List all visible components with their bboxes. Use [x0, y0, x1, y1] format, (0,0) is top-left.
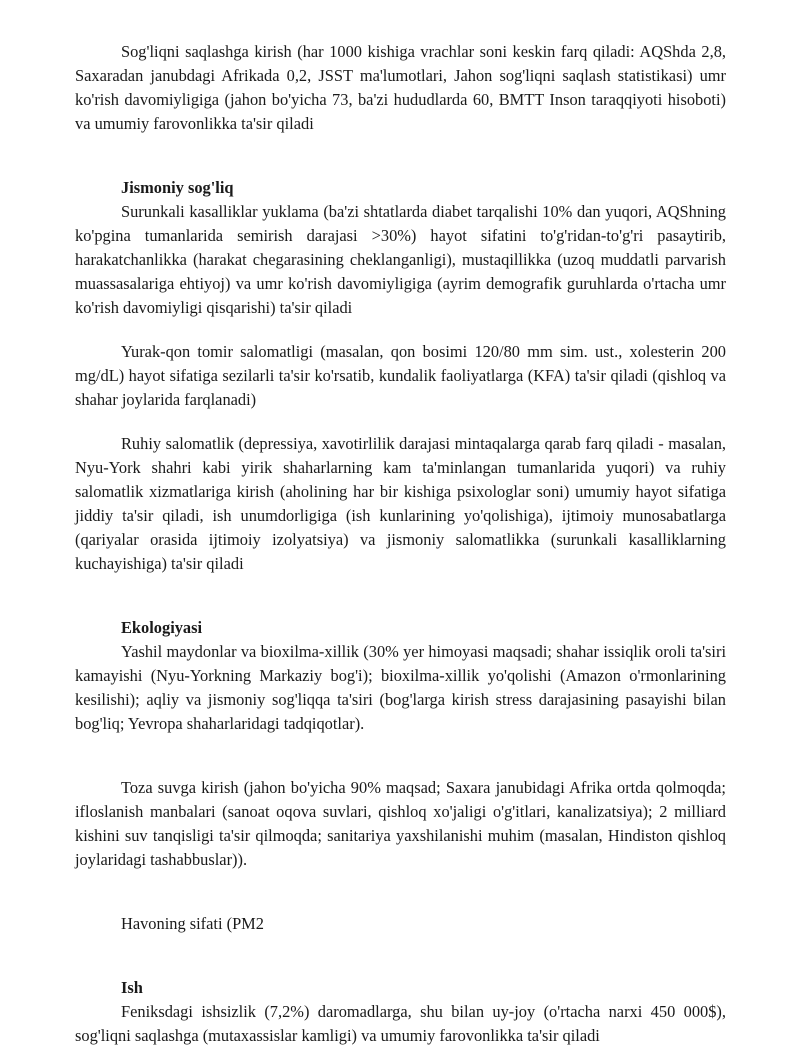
heading-work: Ish [121, 978, 143, 997]
heading-physical-health: Jismoniy sog'liq [121, 178, 234, 197]
paragraph-chronic-diseases: Surunkali kasalliklar yuklama (ba'zi shtatlarda diabet tarqalishi 10% dan yuqori, AQShning ko'pgina tumanlarida semirish darajasi >30%) hayot sifatini to'g'ridan-to'g'ri pasaytirib, harakatchanlikka (harakat chegarasining cheklanganligi), mustaqillikka (uzoq muddatli parvarish muassasalariga ehtiyoj) va umr ko'rish davomiyligiga (ayrim demografik guruhlarda o'rtacha umr ko'rish davomiyligi qisqarishi) ta'sir qiladi [75, 202, 726, 317]
paragraph-air-quality: Havoning sifati (PM2 [121, 914, 264, 933]
paragraph-mental-health: Ruhiy salomatlik (depressiya, xavotirlilik darajasi mintaqalarga qarab farq qiladi - masalan, Nyu-York shahri kabi yirik shaharlarning kam ta'minlangan tumanlarida yuqori) va ruhiy salomatlik xizmatlariga kirish (aholining har bir kishiga psixologlar soni) umumiy hayot sifatiga jiddiy ta'sir qiladi, ish unumdorligiga (ish kunlarining yo'qolishiga), ijtimoiy munosabatlarga (qariyalar orasida ijtimoiy izolyatsiya) va jismoniy salomatlikka (surunkali kasalliklarning kuchayishiga) ta'sir qiladi [75, 434, 726, 573]
heading-ecology: Ekologiyasi [121, 618, 203, 637]
paragraph-green-spaces: Yashil maydonlar va bioxilma-xillik (30% yer himoyasi maqsadi; shahar issiqlik oroli ta'siri kamayishi (Nyu-Yorkning Markaziy bog'i); bioxilma-xillik yo'qolishi (Amazon o'rmonlarining kesilishi); aqliy va jismoniy sog'liqqa ta'siri (bog'larga kirish stress darajasining pasayishi bilan bog'liq; Yevropa shaharlaridagi tadqiqotlar). [75, 642, 726, 733]
paragraph-healthcare-access: Sog'liqni saqlashga kirish (har 1000 kishiga vrachlar soni keskin farq qiladi: AQShda 2,8, Saxaradan janubdagi Afrikada 0,2, JSST ma'lumotlari, Jahon sog'liqni saqlash statistikasi) umr ko'rish davomiyligiga (jahon bo'yicha 73, ba'zi hududlarda 60, BMTT Inson taraqqiyoti hisoboti) va umumiy farovonlikka ta'sir qiladi [75, 42, 726, 133]
paragraph-cardiovascular: Yurak-qon tomir salomatligi (masalan, qon bosimi 120/80 mm sim. ust., xolesterin 200 mg/dL) hayot sifatiga sezilarli ta'sir ko'rsatib, kundalik faoliyatlarga (KFA) ta'sir qiladi (qishloq va shahar joylarida farqlanadi) [75, 342, 726, 409]
document-page [75, 40, 726, 1048]
paragraph-clean-water: Toza suvga kirish (jahon bo'yicha 90% maqsad; Saxara janubidagi Afrika ortda qolmoqda; ifloslanish manbalari (sanoat oqova suvlari, qishloq xo'jaligi o'g'itlari, kanalizatsiya); 2 milliard kishini suv tanqisligi ta'sir qilmoqda; sanitariya yaxshilanishi muhim (masalan, Hindiston qishloq joylaridagi tashabbuslar)). [75, 778, 726, 869]
paragraph-unemployment: Feniksdagi ishsizlik (7,2%) daromadlarga, shu bilan uy-joy (o'rtacha narxi 450 000$), sog'liqni saqlashga (mutaxassislar kamligi) va umumiy farovonlikka ta'sir qiladi [75, 1002, 726, 1045]
